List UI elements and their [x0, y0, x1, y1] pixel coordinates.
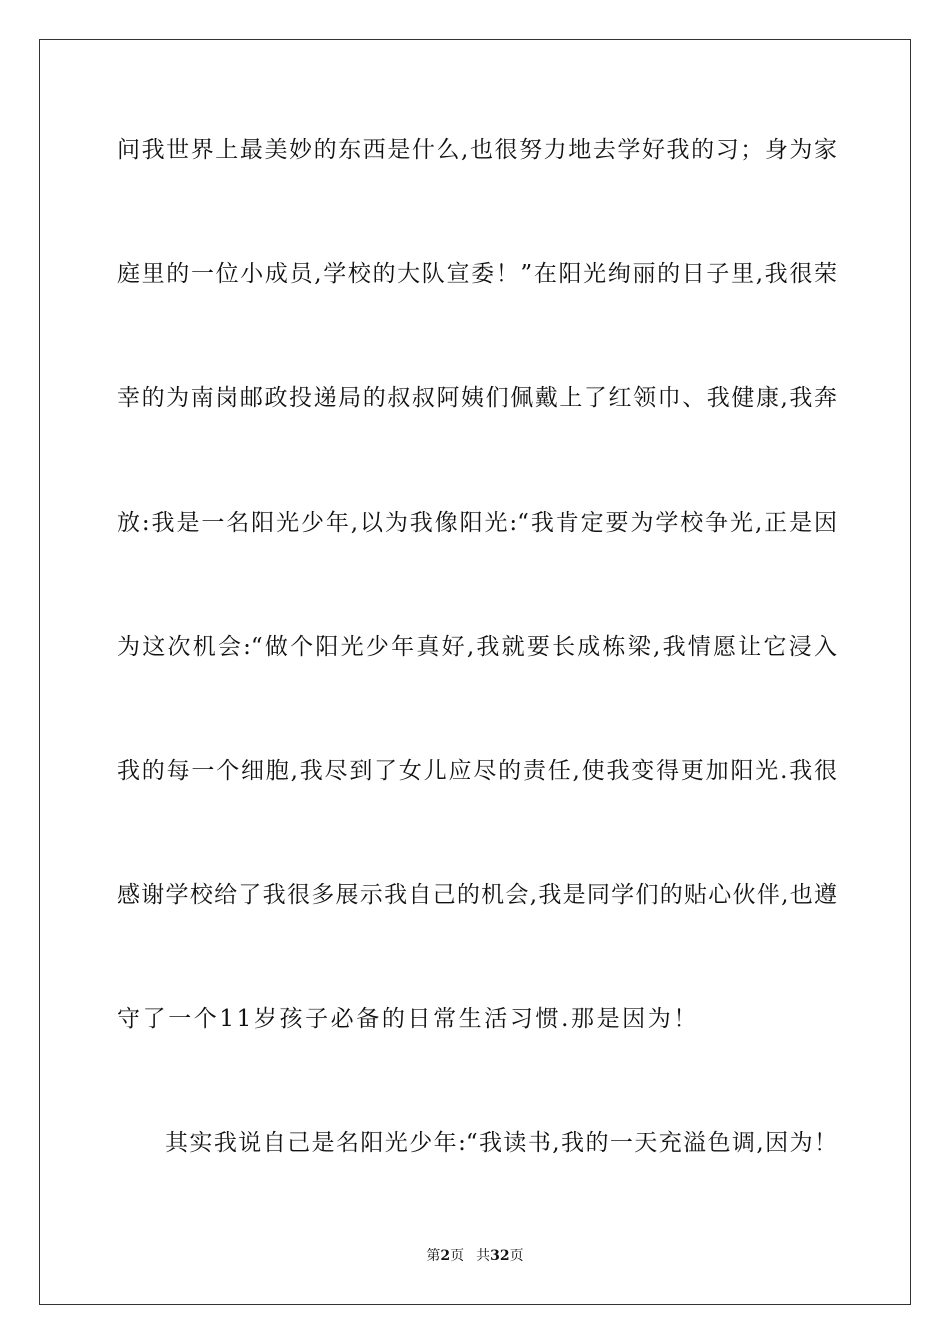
total-pages-number: 32 [490, 1248, 510, 1264]
paragraph-line-6: 我的每一个细胞,我尽到了女儿应尽的责任,使我变得更加阳光.我很 [117, 758, 837, 784]
paragraph-line-4: 放:我是一名阳光少年,以为我像阳光:“我肯定要为学校争光,正是因 [117, 510, 837, 536]
paragraph-line-8: 守了一个11岁孩子必备的日常生活习惯.那是因为！ [117, 1006, 699, 1032]
page-border [39, 39, 911, 1305]
paragraph-2-line-1: 其实我说自己是名阳光少年:“我读书,我的一天充溢色调,因为！ [165, 1130, 837, 1156]
page-footer [0, 1247, 950, 1265]
paragraph-line-3: 幸的为南岗邮政投递局的叔叔阿姨们佩戴上了红领巾、我健康,我奔 [117, 385, 837, 411]
page-suffix: 页 [450, 1248, 465, 1264]
paragraph-line-7: 感谢学校给了我很多展示我自己的机会,我是同学们的贴心伙伴,也遵 [117, 882, 837, 908]
paragraph-line-2: 庭里的一位小成员,学校的大队宣委！”在阳光绚丽的日子里,我很荣 [117, 261, 837, 287]
paragraph-line-5: 为这次机会:“做个阳光少年真好,我就要长成栋梁,我情愿让它浸入 [117, 634, 837, 660]
paragraph-line-1: 问我世界上最美妙的东西是什么,也很努力地去学好我的习；身为家 [117, 137, 837, 163]
current-page-number: 2 [440, 1248, 451, 1264]
total-prefix: 共 [476, 1248, 491, 1264]
page-prefix: 第 [426, 1248, 441, 1264]
total-suffix: 页 [509, 1248, 524, 1264]
